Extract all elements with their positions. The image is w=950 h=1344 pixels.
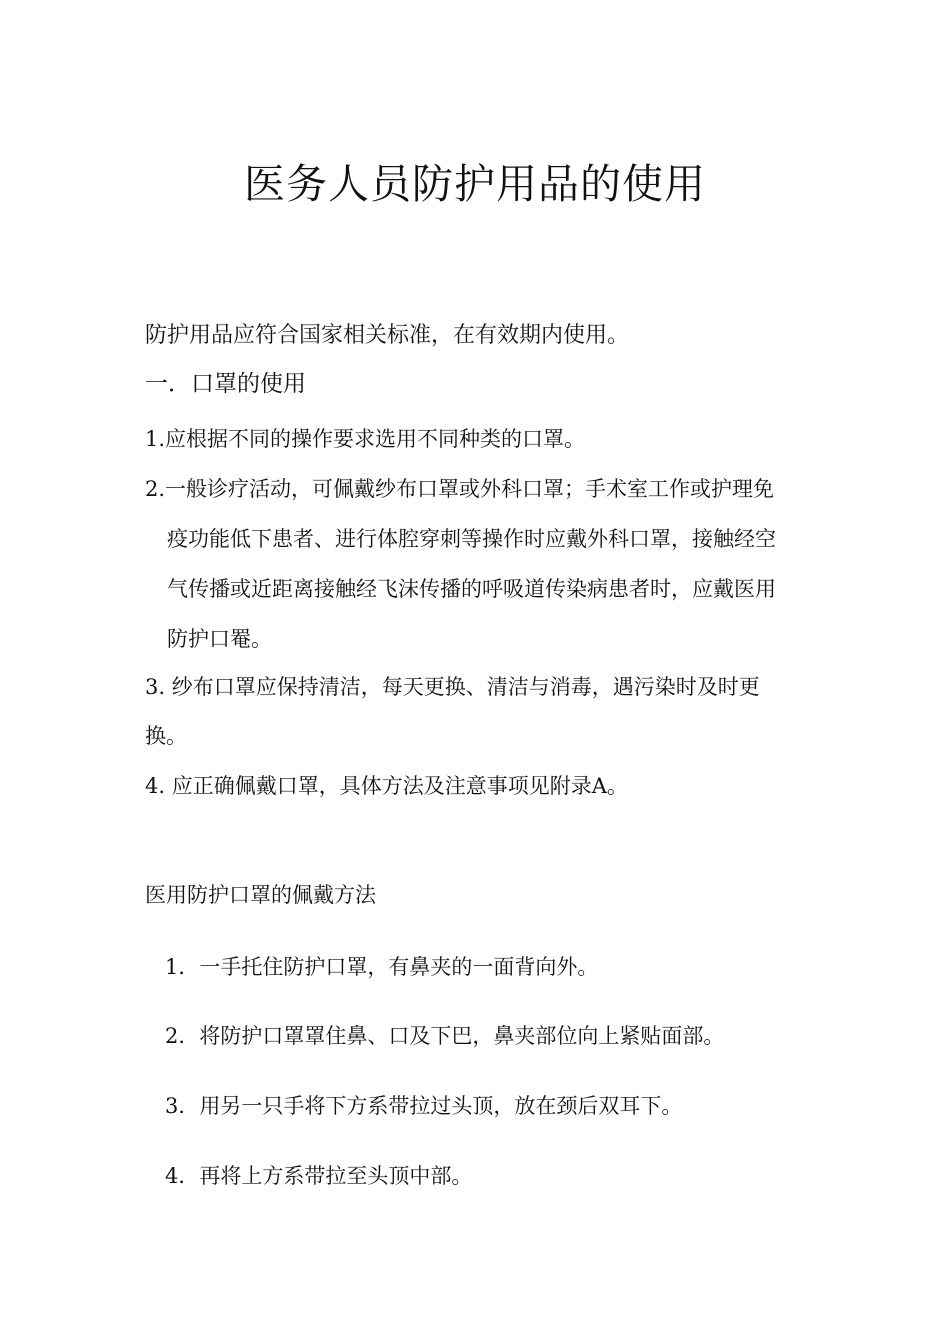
list-item-4: 4. 应正确佩戴口罩，具体方法及注意事项见附录A。 xyxy=(145,774,628,798)
step-3: 3．用另一只手将下方系带拉过头顶，放在颈后双耳下。 xyxy=(165,1094,683,1118)
step-4: 4．再将上方系带拉至头顶中部。 xyxy=(165,1164,473,1188)
list-item-2-line-3: 气传播或近距离接触经飞沫传播的呼吸道传染病患者时，应戴医用 xyxy=(167,577,776,601)
list-item-3-line-1: 3. 纱布口罩应保持清洁，每天更换、清洁与消毒，遇污染时及时更 xyxy=(145,675,760,699)
section-heading: 一．口罩的使用 xyxy=(145,371,306,397)
list-item-3-line-2: 换。 xyxy=(145,724,187,748)
page-title: 医务人员防护用品的使用 xyxy=(244,160,706,208)
list-item-2-line-2: 疫功能低下患者、进行体腔穿刺等操作时应戴外科口罩，接触经空 xyxy=(167,527,776,551)
step-2: 2．将防护口罩罩住鼻、口及下巴，鼻夹部位向上紧贴面部。 xyxy=(165,1024,725,1048)
list-item-2-line-4: 防护口罨。 xyxy=(167,627,272,651)
step-1: 1．一手托住防护口罩，有鼻夹的一面背向外。 xyxy=(165,955,599,979)
list-item-2-line-1: 2.一般诊疗活动，可佩戴纱布口罩或外科口罩；手术室工作或护理免 xyxy=(145,477,775,501)
list-item-2 xyxy=(145,473,776,673)
subsection-heading: 医用防护口罩的佩戴方法 xyxy=(145,883,376,907)
list-item-1: 1.应根据不同的操作要求选用不同种类的口罩。 xyxy=(145,427,586,451)
intro-paragraph: 防护用品应符合国家相关标准，在有效期内使用。 xyxy=(145,323,630,348)
